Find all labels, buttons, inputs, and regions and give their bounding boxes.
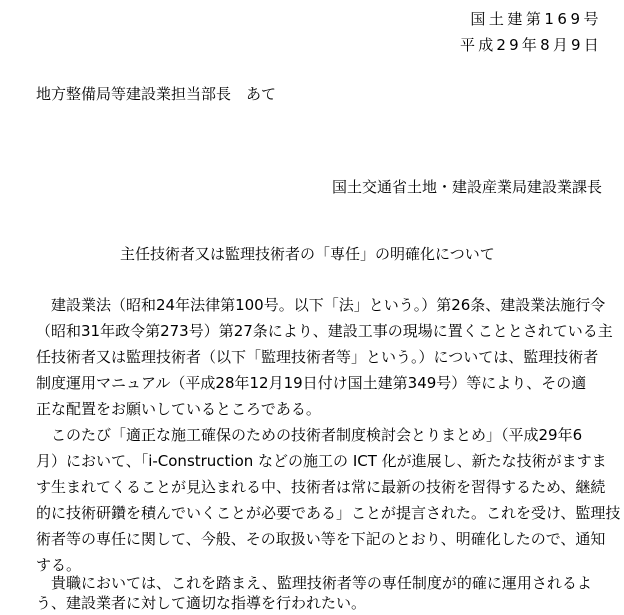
body-line: 的に技術研鑽を積んでいくことが必要である」ことが提言された。これを受け、監理技 [36,504,621,522]
sender: 国土交通省土地・建設産業局建設業課長 [331,178,602,196]
body-line: 任技術者又は監理技術者（以下「監理技術者等」という。）については、監理技術者 [36,348,599,366]
body-line: 月）において、「i-Construction などの施工の ICT 化が進展し、新たな技術がますま [36,452,607,470]
body-line: する。 [36,556,82,574]
body-line: 建設業法（昭和24年法律第100号。以下「法」という。）第26条、建設業法施行令 [51,296,606,314]
body-line: 術者等の専任に関して、今般、その取扱い等を下記のとおり、明確化したので、通知 [36,530,606,548]
subject-title: 主任技術者又は監理技術者の「専任」の明確化について [120,245,495,263]
body-line: 制度運用マニュアル（平成28年12月19日付け国土建第349号）等により、その適 [36,374,587,392]
body-line: う、建設業者に対して適切な指導を行われたい。 [36,594,367,612]
body-line: 貴職においては、これを踏まえ、監理技術者等の専任制度が的確に運用されるよ [51,574,592,592]
notice-number: 国土建第169号 [470,10,602,28]
addressee: 地方整備局等建設業担当部長 あて [36,85,277,103]
body-line: 正な配置をお願いしているところである。 [36,400,321,418]
notice-date: 平成29年8月9日 [460,36,602,54]
body-line: このたび「適正な施工確保のための技術者制度検討会とりまとめ」（平成29年6 [51,426,583,444]
body-line: （昭和31年政令第273号）第27条により、建設工事の現場に置くこととされている主 [36,322,613,340]
body-line: す生まれてくることが見込まれる中、技術者は常に最新の技術を習得するため、継続 [36,478,606,496]
